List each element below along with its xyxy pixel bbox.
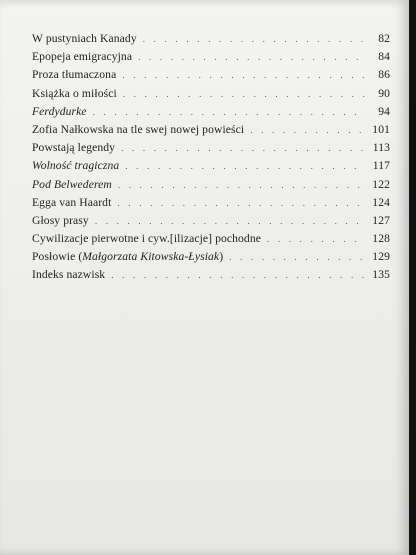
toc-entry-title: Zofia Nałkowska na tle swej nowej powieści — [32, 122, 245, 136]
toc-dot-leader — [121, 139, 365, 157]
toc-entry-page: 129 — [372, 250, 390, 264]
toc-dot-leader — [111, 266, 365, 284]
table-of-contents — [32, 30, 390, 285]
toc-dot-leader — [229, 248, 365, 266]
toc-dot-leader — [118, 176, 365, 194]
toc-entry-title: W pustyniach Kanady — [32, 32, 137, 45]
toc-entry — [32, 157, 390, 175]
toc-entry-title: Ferdydurke — [32, 104, 87, 118]
toc-dot-leader — [122, 66, 365, 84]
toc-entry — [32, 48, 390, 66]
toc-entry-title-author: Małgorzata Kitowska-Łysiak — [82, 250, 220, 264]
toc-entry-title: Głosy prasy — [32, 213, 89, 227]
toc-entry — [32, 66, 390, 84]
toc-entry-title: Pod Belwederem — [32, 177, 112, 191]
toc-entry-page: 86 — [378, 68, 390, 82]
toc-entry-page: 101 — [372, 122, 390, 136]
toc-entry — [32, 266, 390, 284]
toc-entry-page: 127 — [372, 213, 390, 227]
toc-entry — [32, 139, 390, 157]
toc-entry — [32, 85, 390, 103]
toc-entry — [32, 194, 390, 212]
toc-entry-title-suffix: ) — [219, 250, 224, 264]
toc-entry-title: Indeks nazwisk — [32, 268, 106, 282]
toc-dot-leader — [95, 212, 365, 230]
toc-dot-leader — [143, 30, 365, 48]
toc-entry — [32, 230, 390, 248]
toc-entry-page: 135 — [372, 268, 390, 282]
toc-entry — [32, 248, 390, 266]
toc-dot-leader — [138, 48, 365, 66]
toc-entry-title: Egga van Haardt — [32, 195, 112, 209]
toc-entry-page: 82 — [378, 32, 390, 45]
toc-entry-page: 128 — [372, 232, 390, 246]
toc-dot-leader — [250, 121, 365, 139]
toc-dot-leader — [267, 230, 365, 248]
toc-entry-title: Epopeja emigracyjna — [32, 50, 133, 64]
toc-entry-title: Proza tłumaczona — [32, 68, 117, 82]
toc-dot-leader — [125, 157, 365, 175]
toc-entry-title: Cywilizacje pierwotne i cyw.[ilizacje] pochodne — [32, 232, 261, 246]
toc-dot-leader — [93, 103, 365, 121]
toc-entry — [32, 103, 390, 121]
page-edge-shadow — [409, 0, 416, 555]
toc-entry — [32, 212, 390, 230]
toc-entry-title: Książka o miłości — [32, 86, 117, 100]
toc-entry-title-prefix: Posłowie ( — [32, 250, 83, 264]
toc-entry-page: 90 — [378, 86, 390, 100]
toc-entry-page: 113 — [372, 141, 390, 155]
toc-entry-title: Powstają legendy — [32, 141, 116, 155]
toc-entry-page: 94 — [378, 104, 390, 118]
toc-dot-leader — [117, 194, 365, 212]
toc-entry — [32, 176, 390, 194]
toc-entry-page: 124 — [372, 195, 390, 209]
toc-entry — [32, 121, 390, 139]
toc-entry — [32, 30, 390, 48]
toc-entry-title — [32, 248, 223, 266]
toc-entry-page: 84 — [378, 50, 390, 64]
toc-dot-leader — [123, 85, 365, 103]
toc-entry-page: 117 — [372, 159, 390, 173]
toc-entry-page: 122 — [372, 177, 390, 191]
toc-entry-title: Wolność tragiczna — [32, 159, 120, 173]
